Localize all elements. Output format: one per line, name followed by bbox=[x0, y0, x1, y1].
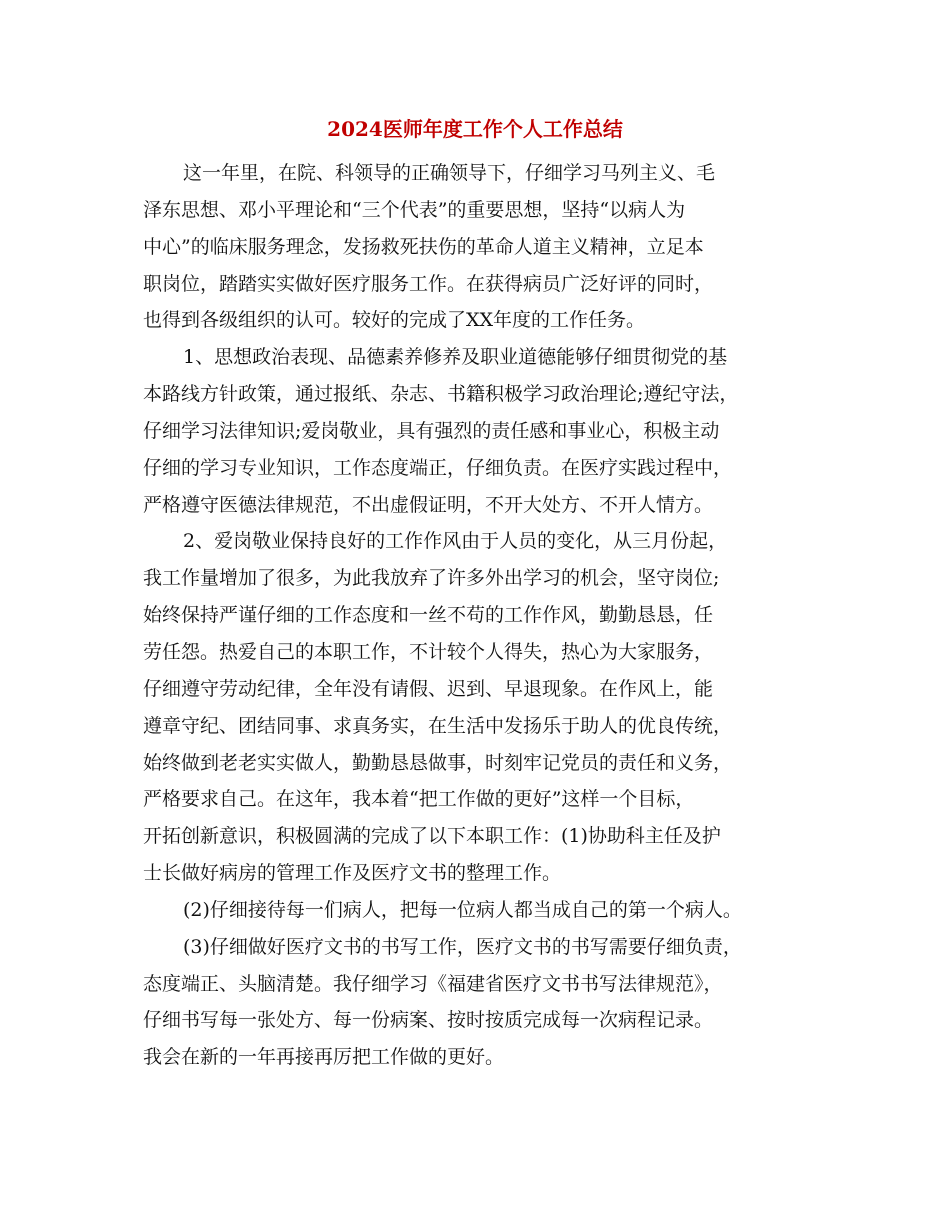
text-line: 也得到各级组织的认可。较好的完成了XX年度的工作任务。 bbox=[143, 309, 646, 332]
text-line: 始终做到老老实实做人，勤勤恳恳做事，时刻牢记党员的责任和义务， bbox=[143, 751, 733, 774]
text-line: 仔细遵守劳动纪律，全年没有请假、迟到、早退现象。在作风上，能 bbox=[143, 677, 714, 700]
text-line: 本路线方针政策，通过报纸、杂志、书籍积极学习政治理论;遵纪守法， bbox=[143, 383, 739, 406]
text-line: 我会在新的一年再接再厉把工作做的更好。 bbox=[143, 1046, 505, 1069]
text-line: 泽东思想、邓小平理论和“三个代表”的重要思想，坚持“以病人为 bbox=[143, 198, 686, 221]
text-line: 2、爱岗敬业保持良好的工作作风由于人员的变化，从三月份起， bbox=[183, 530, 728, 553]
text-line: 严格遵守医德法律规范，不出虚假证明，不开大处方、不开人情方。 bbox=[143, 493, 714, 516]
text-line: 士长做好病房的管理工作及医疗文书的整理工作。 bbox=[143, 862, 562, 885]
text-line: 仔细书写每一张处方、每一份病案、按时按质完成每一次病程记录。 bbox=[143, 1009, 714, 1032]
text-line: 仔细的学习专业知识，工作态度端正，仔细负责。在医疗实践过程中， bbox=[143, 456, 733, 479]
document-body bbox=[143, 155, 843, 1076]
text-line: 中心”的临床服务理念，发扬救死扶伤的革命人道主义精神，立足本 bbox=[143, 235, 704, 258]
text-line: 态度端正、头脑清楚。我仔细学习《福建省医疗文书书写法律规范》， bbox=[143, 972, 723, 995]
text-line: (2)仔细接待每一们病人，把每一位病人都当成自己的第一个病人。 bbox=[183, 898, 742, 921]
text-line: 劳任怨。热爱自己的本职工作，不计较个人得失，热心为大家服务， bbox=[143, 640, 714, 663]
text-line: 仔细学习法律知识;爱岗敬业，具有强烈的责任感和事业心，积极主动 bbox=[143, 419, 720, 442]
text-line: 开拓创新意识，积极圆满的完成了以下本职工作：(1)协助科主任及护 bbox=[143, 825, 721, 848]
text-line: 始终保持严谨仔细的工作态度和一丝不苟的工作作风，勤勤恳恳，任 bbox=[143, 604, 714, 627]
text-line: 严格要求自己。在这年，我本着“把工作做的更好”这样一个目标， bbox=[143, 788, 695, 811]
text-line: 我工作量增加了很多，为此我放弃了许多外出学习的机会，坚守岗位; bbox=[143, 567, 720, 590]
text-line: (3)仔细做好医疗文书的书写工作，医疗文书的书写需要仔细负责， bbox=[183, 935, 742, 958]
text-line: 这一年里，在院、科领导的正确领导下，仔细学习马列主义、毛 bbox=[183, 162, 716, 184]
text-line: 职岗位，踏踏实实做好医疗服务工作。在获得病员广泛好评的同时， bbox=[143, 272, 714, 295]
text-line: 1、思想政治表现、品德素养修养及职业道德能够仔细贯彻党的基 bbox=[183, 346, 728, 369]
document-title: 2024医师年度工作个人工作总结 bbox=[327, 117, 623, 141]
text-line: 遵章守纪、团结同事、求真务实，在生活中发扬乐于助人的优良传统， bbox=[143, 714, 733, 737]
